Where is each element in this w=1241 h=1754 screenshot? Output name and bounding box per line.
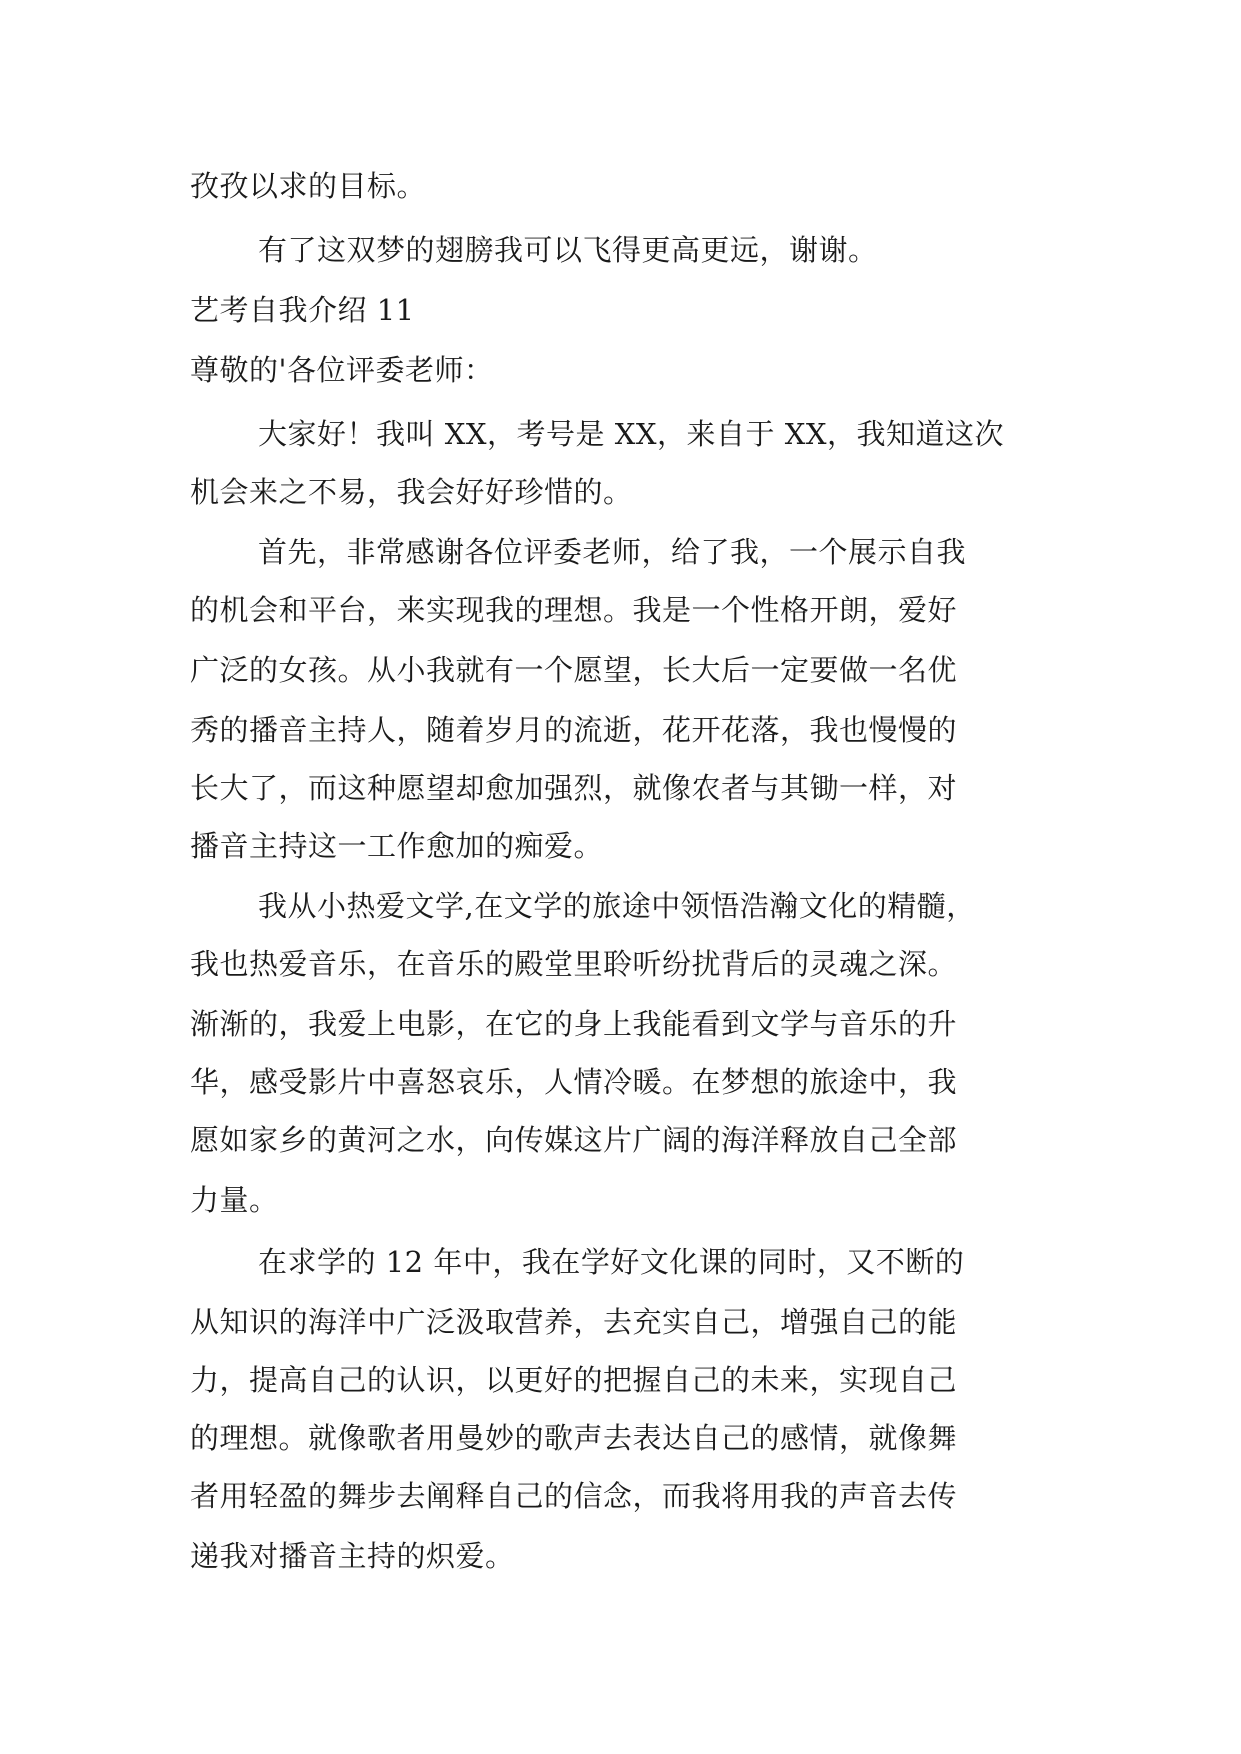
- text-line: 从知识的海洋中广泛汲取营养，去充实自己，增强自己的能: [190, 1305, 958, 1339]
- text-line: 首先，非常感谢各位评委老师，给了我，一个展示自我: [258, 535, 967, 569]
- text-line: 力，提高自己的认识，以更好的把握自己的未来，实现自己: [190, 1363, 958, 1397]
- text-line: 渐渐的，我爱上电影，在它的身上我能看到文学与音乐的升: [190, 1007, 958, 1041]
- text-line: 的机会和平台，来实现我的理想。我是一个性格开朗，爱好: [190, 593, 958, 627]
- text-line: 大家好！我叫 XX，考号是 XX，来自于 XX，我知道这次: [258, 417, 1005, 451]
- text-line: 者用轻盈的舞步去阐释自己的信念，而我将用我的声音去传: [190, 1479, 958, 1513]
- text-line: 长大了，而这种愿望却愈加强烈，就像农者与其锄一样，对: [190, 771, 958, 805]
- text-line: 华，感受影片中喜怒哀乐，人情冷暖。在梦想的旅途中，我: [190, 1065, 958, 1099]
- text-line: 播音主持这一工作愈加的痴爱。: [190, 829, 604, 863]
- text-line: 我从小热爱文学,在文学的旅途中领悟浩瀚文化的精髓，: [258, 889, 976, 923]
- salutation: 尊敬的'各位评委老师：: [190, 353, 494, 387]
- text-line: 在求学的 12 年中，我在学好文化课的同时，又不断的: [258, 1245, 965, 1279]
- section-heading: 艺考自我介绍 11: [190, 293, 415, 327]
- text-line: 机会来之不易，我会好好珍惜的。: [190, 475, 633, 509]
- text-line: 秀的播音主持人，随着岁月的流逝，花开花落，我也慢慢的: [190, 713, 958, 747]
- text-line: 孜孜以求的目标。: [190, 169, 427, 203]
- text-line: 广泛的女孩。从小我就有一个愿望，长大后一定要做一名优: [190, 653, 958, 687]
- text-line: 的理想。就像歌者用曼妙的歌声去表达自己的感情，就像舞: [190, 1421, 958, 1455]
- text-line: 我也热爱音乐，在音乐的殿堂里聆听纷扰背后的灵魂之深。: [190, 947, 958, 981]
- text-line: 力量。: [190, 1183, 279, 1217]
- text-line: 有了这双梦的翅膀我可以飞得更高更远，谢谢。: [258, 233, 878, 267]
- text-line: 递我对播音主持的炽爱。: [190, 1539, 515, 1573]
- text-line: 愿如家乡的黄河之水，向传媒这片广阔的海洋释放自己全部: [190, 1123, 958, 1157]
